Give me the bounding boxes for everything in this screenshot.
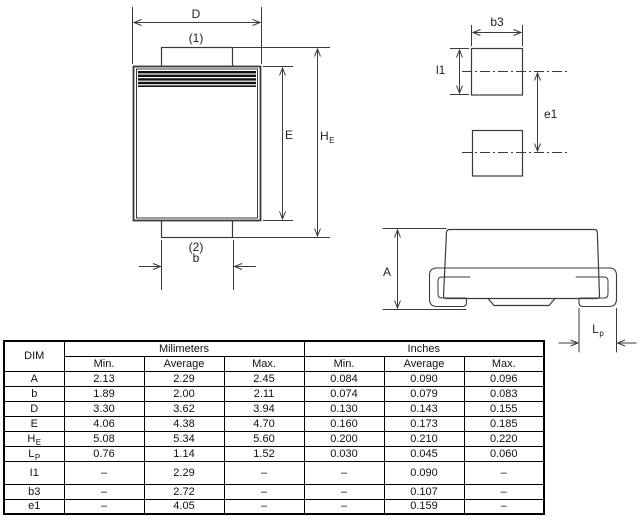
package-body (443, 230, 599, 299)
label-b: b (192, 251, 200, 265)
dim-label-subscript: P (34, 452, 41, 461)
value-cell: 0.143 (384, 401, 464, 416)
table-row (4, 446, 544, 461)
value-cell: 5.34 (144, 431, 224, 446)
subheader-cell: Max. (464, 356, 544, 371)
value-cell: 2.13 (64, 371, 144, 386)
table-row (4, 371, 544, 386)
label-e1: e1 (544, 107, 558, 121)
label-D: D (191, 7, 201, 21)
value-cell: – (304, 461, 384, 484)
table-row (4, 401, 544, 416)
subheader-cell: Average (144, 356, 224, 371)
value-cell: 1.14 (144, 446, 224, 461)
inches-header-cell: Inches (304, 341, 544, 356)
dim-cell (4, 499, 64, 514)
dim-cell (4, 431, 64, 446)
value-cell: 0.159 (384, 499, 464, 514)
value-cell: 4.38 (144, 416, 224, 431)
table-header-row-stats (4, 356, 544, 371)
dim-label: L (28, 447, 35, 460)
value-cell: 3.62 (144, 401, 224, 416)
dim-label: b3 (28, 485, 41, 498)
dim-label: D (30, 402, 39, 415)
value-cell: 4.70 (224, 416, 304, 431)
left-lead-inner (438, 277, 470, 298)
dim-cell (4, 461, 64, 484)
dim-cell (4, 446, 64, 461)
land-pad-bottom (473, 131, 523, 177)
value-cell: – (464, 484, 544, 499)
dim-header-cell: DIM (4, 341, 64, 371)
dim-cell (4, 401, 64, 416)
table-row (4, 499, 544, 514)
terminal-tab-2 (162, 221, 233, 238)
label-b3: b3 (490, 15, 504, 29)
value-cell: – (304, 484, 384, 499)
subheader-cell: Max. (224, 356, 304, 371)
value-cell: – (64, 499, 144, 514)
subheader-cell: Average (384, 356, 464, 371)
dim-cell (4, 371, 64, 386)
value-cell: 2.72 (144, 484, 224, 499)
value-cell: 3.30 (64, 401, 144, 416)
right-lead (579, 268, 617, 307)
value-cell: 0.200 (304, 431, 384, 446)
value-cell: 2.29 (144, 461, 224, 484)
value-cell: – (64, 461, 144, 484)
label-tab-2: (2) (188, 240, 204, 254)
dim-cell (4, 386, 64, 401)
dimension-table (3, 340, 545, 515)
value-cell: 0.083 (464, 386, 544, 401)
label-A: A (383, 265, 392, 279)
value-cell: 2.45 (224, 371, 304, 386)
table-row (4, 431, 544, 446)
dim-label: E (30, 417, 38, 430)
subheader-cell: Min. (64, 356, 144, 371)
value-cell: 0.107 (384, 484, 464, 499)
value-cell: 0.045 (384, 446, 464, 461)
body-bottom-bump (488, 299, 555, 306)
dim-label: I1 (29, 466, 39, 479)
value-cell: 4.05 (144, 499, 224, 514)
table-header-row-units (4, 341, 544, 356)
right-lead-inner (576, 277, 608, 298)
value-cell: 1.52 (224, 446, 304, 461)
value-cell: 0.090 (384, 461, 464, 484)
value-cell: 5.60 (224, 431, 304, 446)
value-cell: – (224, 499, 304, 514)
value-cell: 2.29 (144, 371, 224, 386)
value-cell: 3.94 (224, 401, 304, 416)
value-cell: – (464, 461, 544, 484)
value-cell: 0.210 (384, 431, 464, 446)
value-cell: 2.11 (224, 386, 304, 401)
dim-label-subscript: E (35, 437, 42, 446)
value-cell: 1.89 (64, 386, 144, 401)
value-cell: 0.220 (464, 431, 544, 446)
value-cell: 0.060 (464, 446, 544, 461)
value-cell: – (304, 499, 384, 514)
land-pattern-drawing (450, 25, 568, 176)
value-cell: – (464, 499, 544, 514)
top-view-drawing (133, 7, 331, 290)
value-cell: – (224, 461, 304, 484)
millimeters-header-cell: Milimeters (64, 341, 304, 356)
label-tab-1: (1) (188, 31, 204, 45)
subheader-cell: Min. (304, 356, 384, 371)
dimension-E (263, 67, 293, 221)
table-row (4, 484, 544, 499)
dim-label: H (27, 432, 36, 445)
value-cell: 0.030 (304, 446, 384, 461)
value-cell: 2.00 (144, 386, 224, 401)
dim-label: A (30, 372, 38, 385)
label-HE: $H_E$ (320, 129, 335, 145)
label-l1: l1 (436, 63, 446, 77)
value-cell: 0.160 (304, 416, 384, 431)
value-cell: 0.173 (384, 416, 464, 431)
dim-cell (4, 484, 64, 499)
value-cell: 0.090 (384, 371, 464, 386)
dimension-A (383, 229, 466, 310)
value-cell: 0.155 (464, 401, 544, 416)
dimension-table-body (4, 371, 544, 514)
value-cell: 0.185 (464, 416, 544, 431)
value-cell: 0.084 (304, 371, 384, 386)
left-lead (430, 268, 467, 307)
value-cell: – (64, 484, 144, 499)
dim-label: b (31, 387, 38, 400)
dim-cell (4, 416, 64, 431)
value-cell: 0.76 (64, 446, 144, 461)
value-cell: 0.074 (304, 386, 384, 401)
terminal-tab-1 (162, 48, 233, 67)
dim-label: e1 (28, 500, 41, 513)
table-row (4, 416, 544, 431)
label-Lp: $L_p$ (592, 322, 604, 338)
value-cell: – (224, 484, 304, 499)
cathode-band (138, 71, 256, 87)
value-cell: 0.079 (384, 386, 464, 401)
label-E: E (285, 128, 294, 142)
table-row (4, 386, 544, 401)
value-cell: 0.096 (464, 371, 544, 386)
value-cell: 4.06 (64, 416, 144, 431)
value-cell: 5.08 (64, 431, 144, 446)
value-cell: 0.130 (304, 401, 384, 416)
land-pad-top (472, 49, 523, 96)
table-row (4, 461, 544, 484)
